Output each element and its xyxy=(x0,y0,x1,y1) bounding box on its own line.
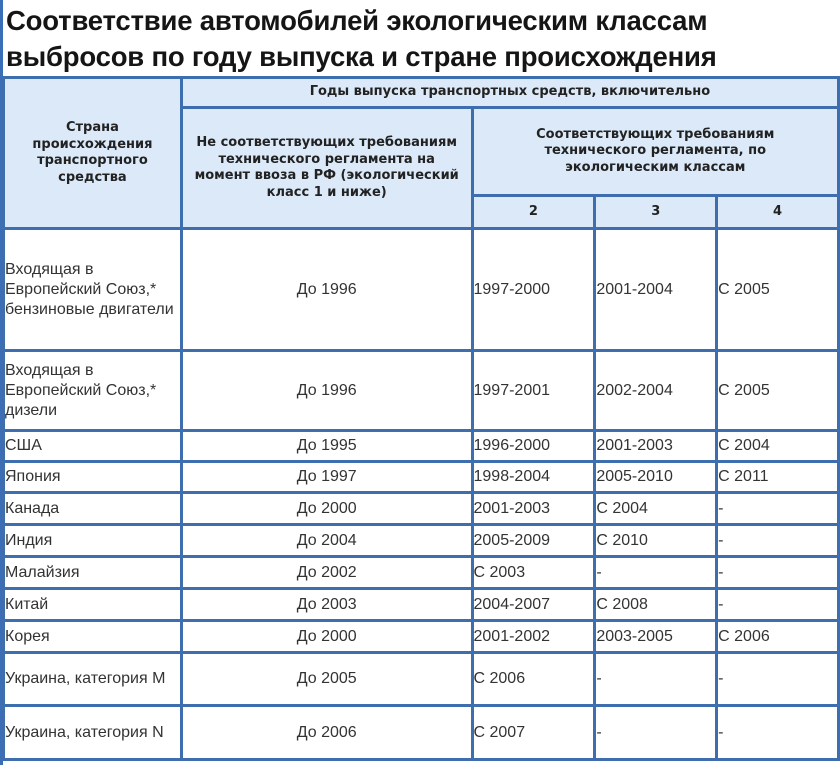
country-cell: Входящая в Европейский Союз,* бензиновые двигатели xyxy=(4,229,182,351)
country-cell: Украина, категория N xyxy=(4,706,182,760)
country-cell: Канада xyxy=(4,493,182,525)
class3-cell: С 2004 xyxy=(595,493,717,525)
table-row xyxy=(4,493,839,525)
header-years-group: Годы выпуска транспортных средств, включительно xyxy=(181,78,838,108)
class3-cell: С 2008 xyxy=(595,589,717,621)
class2-cell: С 2003 xyxy=(472,557,595,589)
class4-cell: - xyxy=(717,557,839,589)
emission-class-table xyxy=(2,76,840,761)
class3-cell: 2001-2004 xyxy=(595,229,717,351)
class4-cell: - xyxy=(717,589,839,621)
title-line-2: выбросов по году выпуска и стране происхождения xyxy=(6,41,717,72)
header-class-2: 2 xyxy=(472,196,595,229)
class2-cell: 1998-2004 xyxy=(472,462,595,493)
class2-cell: 2001-2003 xyxy=(472,493,595,525)
noncompliant-cell: До 2000 xyxy=(181,621,472,653)
header-compliant-group: Соответствующих требованиям технического регламента, по экологическим классам xyxy=(472,108,839,196)
class2-cell: 1996-2000 xyxy=(472,431,595,462)
header-noncompliant: Не соответствующих требованиям технического регламента на момент ввоза в РФ (экологический класс 1 и ниже) xyxy=(181,108,472,229)
page-title xyxy=(6,3,836,75)
class4-cell: С 2005 xyxy=(717,229,839,351)
table-row xyxy=(4,653,839,706)
noncompliant-cell: До 2006 xyxy=(181,706,472,760)
noncompliant-cell: До 2000 xyxy=(181,493,472,525)
class2-cell: С 2006 xyxy=(472,653,595,706)
class4-cell: - xyxy=(717,653,839,706)
noncompliant-cell: До 2004 xyxy=(181,525,472,557)
noncompliant-cell: До 2003 xyxy=(181,589,472,621)
class2-cell: 2004-2007 xyxy=(472,589,595,621)
noncompliant-cell: До 1996 xyxy=(181,229,472,351)
table-row xyxy=(4,462,839,493)
class2-cell: С 2007 xyxy=(472,706,595,760)
class3-cell: С 2010 xyxy=(595,525,717,557)
class3-cell: 2005-2010 xyxy=(595,462,717,493)
country-cell: Япония xyxy=(4,462,182,493)
class4-cell: С 2011 xyxy=(717,462,839,493)
class3-cell: 2001-2003 xyxy=(595,431,717,462)
class4-cell: С 2005 xyxy=(717,351,839,431)
table-row xyxy=(4,351,839,431)
table-row xyxy=(4,706,839,760)
header-country: Страна происхождения транспортного средства xyxy=(4,78,182,229)
class3-cell: - xyxy=(595,557,717,589)
class2-cell: 2005-2009 xyxy=(472,525,595,557)
country-cell: Украина, категория M xyxy=(4,653,182,706)
class4-cell: С 2004 xyxy=(717,431,839,462)
header-class-4: 4 xyxy=(717,196,839,229)
class3-cell: - xyxy=(595,706,717,760)
noncompliant-cell: До 2002 xyxy=(181,557,472,589)
country-cell: Входящая в Европейский Союз,* дизели xyxy=(4,351,182,431)
table-row xyxy=(4,557,839,589)
noncompliant-cell: До 1997 xyxy=(181,462,472,493)
class3-cell: 2002-2004 xyxy=(595,351,717,431)
country-cell: Индия xyxy=(4,525,182,557)
class4-cell: - xyxy=(717,493,839,525)
header-class-3: 3 xyxy=(595,196,717,229)
country-cell: США xyxy=(4,431,182,462)
table-row xyxy=(4,589,839,621)
class4-cell: С 2006 xyxy=(717,621,839,653)
class3-cell: - xyxy=(595,653,717,706)
class2-cell: 1997-2001 xyxy=(472,351,595,431)
noncompliant-cell: До 2005 xyxy=(181,653,472,706)
class4-cell: - xyxy=(717,525,839,557)
noncompliant-cell: До 1995 xyxy=(181,431,472,462)
table-row xyxy=(4,621,839,653)
title-line-1: Соответствие автомобилей экологическим классам xyxy=(6,5,708,36)
table-row xyxy=(4,525,839,557)
table-row xyxy=(4,431,839,462)
noncompliant-cell: До 1996 xyxy=(181,351,472,431)
table-row xyxy=(4,229,839,351)
country-cell: Китай xyxy=(4,589,182,621)
class2-cell: 1997-2000 xyxy=(472,229,595,351)
country-cell: Корея xyxy=(4,621,182,653)
class4-cell: - xyxy=(717,706,839,760)
class2-cell: 2001-2002 xyxy=(472,621,595,653)
country-cell: Малайзия xyxy=(4,557,182,589)
class3-cell: 2003-2005 xyxy=(595,621,717,653)
